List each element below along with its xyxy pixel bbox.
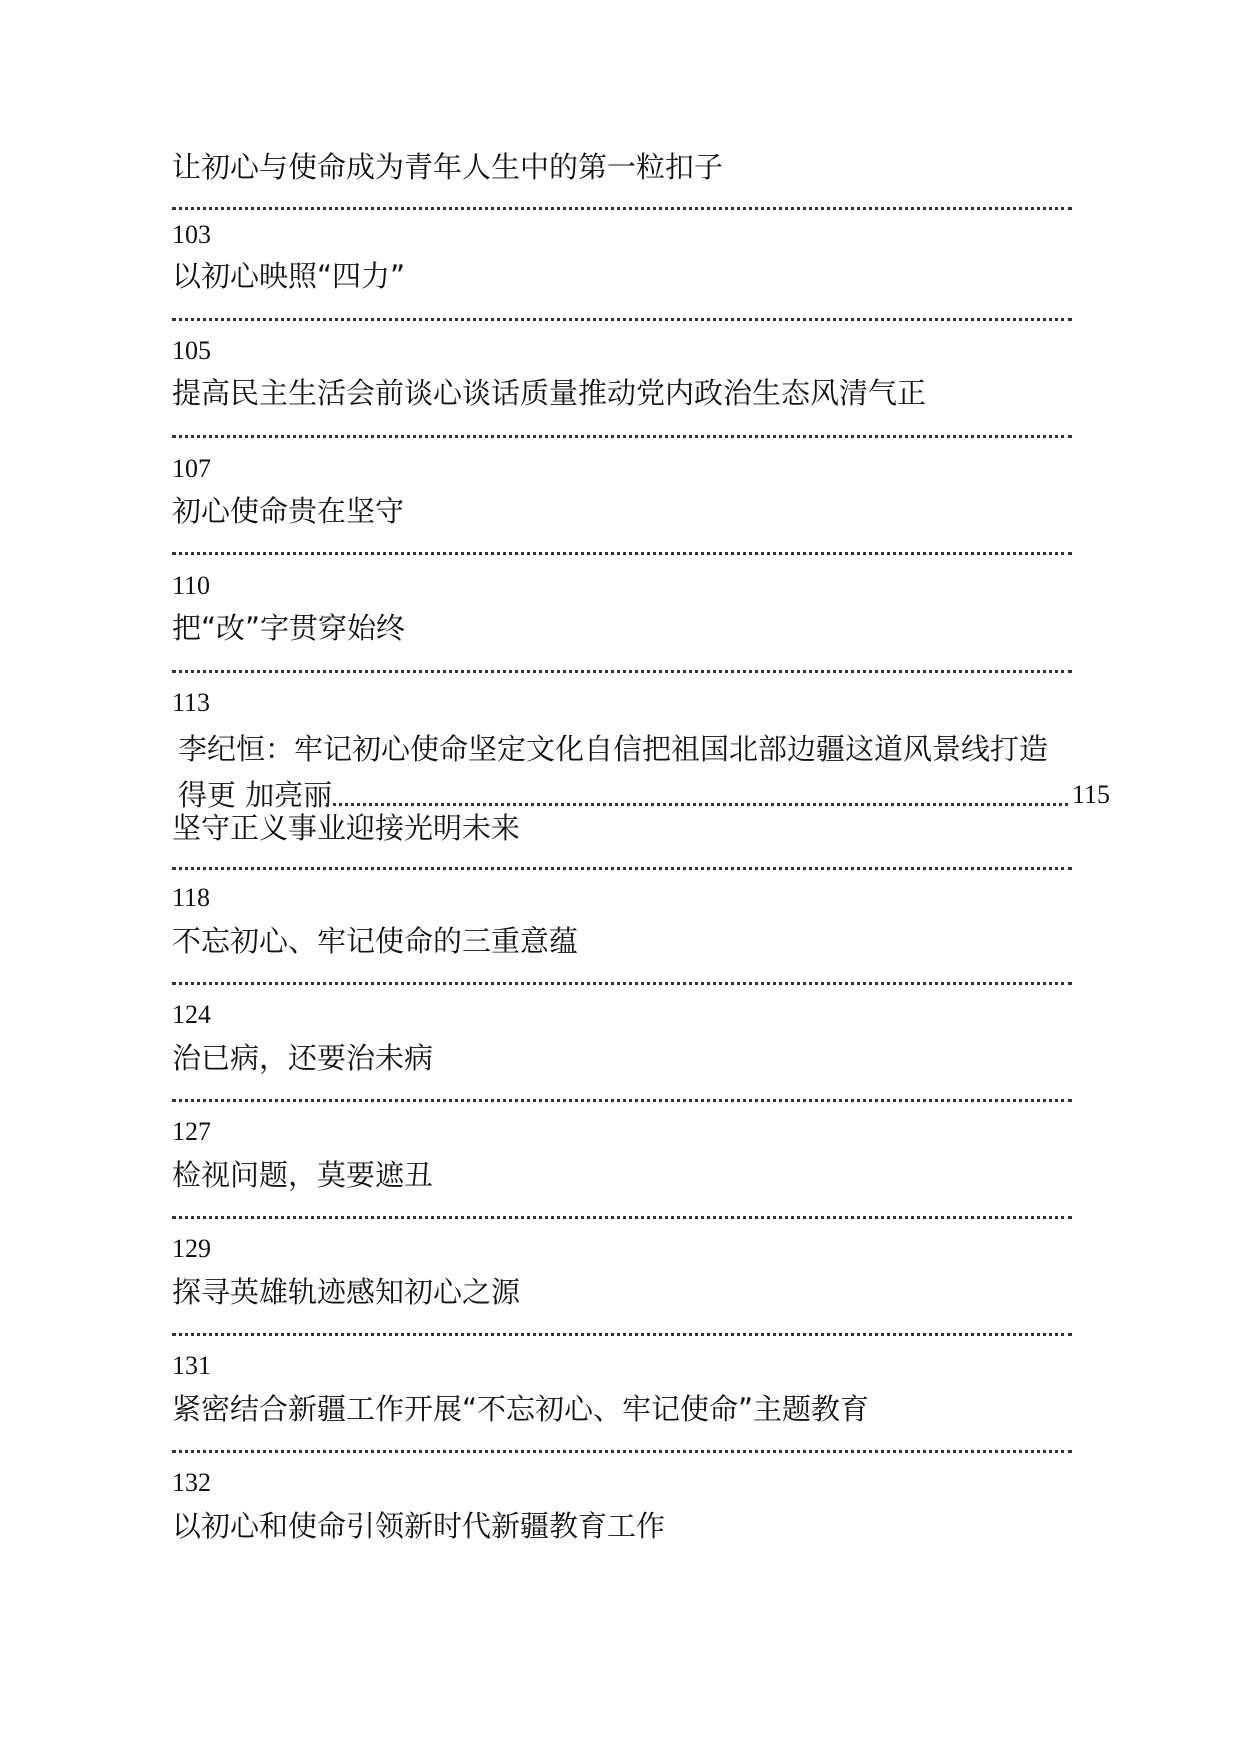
dot-leader [172, 1450, 1072, 1453]
toc-entry-page-number: 129 [172, 1234, 211, 1263]
dot-leader [172, 670, 1072, 673]
toc-entry-title-line2: 得更 加亮丽 [178, 778, 333, 812]
toc-entry-title: 探寻英雄轨迹感知初心之源 [172, 1275, 521, 1309]
toc-entry-title: 提高民主生活会前谈心谈话质量推动党内政治生态风清气正 [172, 376, 927, 410]
toc-entry-page-number: 124 [172, 1000, 211, 1029]
toc-entry-title: 李纪恒：牢记初心使命坚定文化自信把祖国北部边疆这道风景线打造 [178, 732, 1049, 766]
toc-entry-title: 以初心和使命引领新时代新疆教育工作 [172, 1509, 666, 1543]
toc-entry-page-number: 105 [172, 336, 211, 365]
toc-entry-page-number: 103 [172, 220, 211, 249]
dot-leader [326, 803, 1068, 806]
toc-entry-title: 以初心映照“四力” [172, 259, 406, 293]
toc-entry-page-number: 127 [172, 1117, 211, 1146]
toc-entry-page-number: 107 [172, 454, 211, 483]
dot-leader [172, 867, 1072, 870]
toc-entry-title: 初心使命贵在坚守 [172, 494, 405, 528]
toc-entry-title: 检视问题，莫要遮丑 [172, 1158, 434, 1192]
toc-entry-title: 把“改”字贯穿始终 [172, 611, 406, 645]
toc-entry-page-number: 131 [172, 1351, 211, 1380]
dot-leader [172, 552, 1072, 555]
toc-entry-page-number: 118 [172, 883, 211, 912]
dot-leader [172, 318, 1072, 321]
toc-entry-page-number: 113 [172, 688, 211, 717]
toc-entry-page-number: 132 [172, 1468, 211, 1497]
toc-entry-title: 紧密结合新疆工作开展“不忘初心、牢记使命”主题教育 [172, 1392, 870, 1426]
dot-leader [172, 1099, 1072, 1102]
dot-leader [172, 435, 1072, 438]
dot-leader [172, 1216, 1072, 1219]
toc-entry-title: 让初心与使命成为青年人生中的第一粒扣子 [172, 150, 724, 184]
dot-leader [172, 1333, 1072, 1336]
toc-entry-title: 坚守正义事业迎接光明未来 [172, 811, 521, 845]
toc-entry-page-number: 115 [1072, 780, 1111, 809]
toc-entry-page-number: 110 [172, 571, 211, 600]
toc-entry-title: 不忘初心、牢记使命的三重意蕴 [172, 924, 579, 958]
dot-leader [172, 982, 1072, 985]
dot-leader [172, 207, 1072, 210]
toc-entry-title: 治已病，还要治未病 [172, 1041, 434, 1075]
